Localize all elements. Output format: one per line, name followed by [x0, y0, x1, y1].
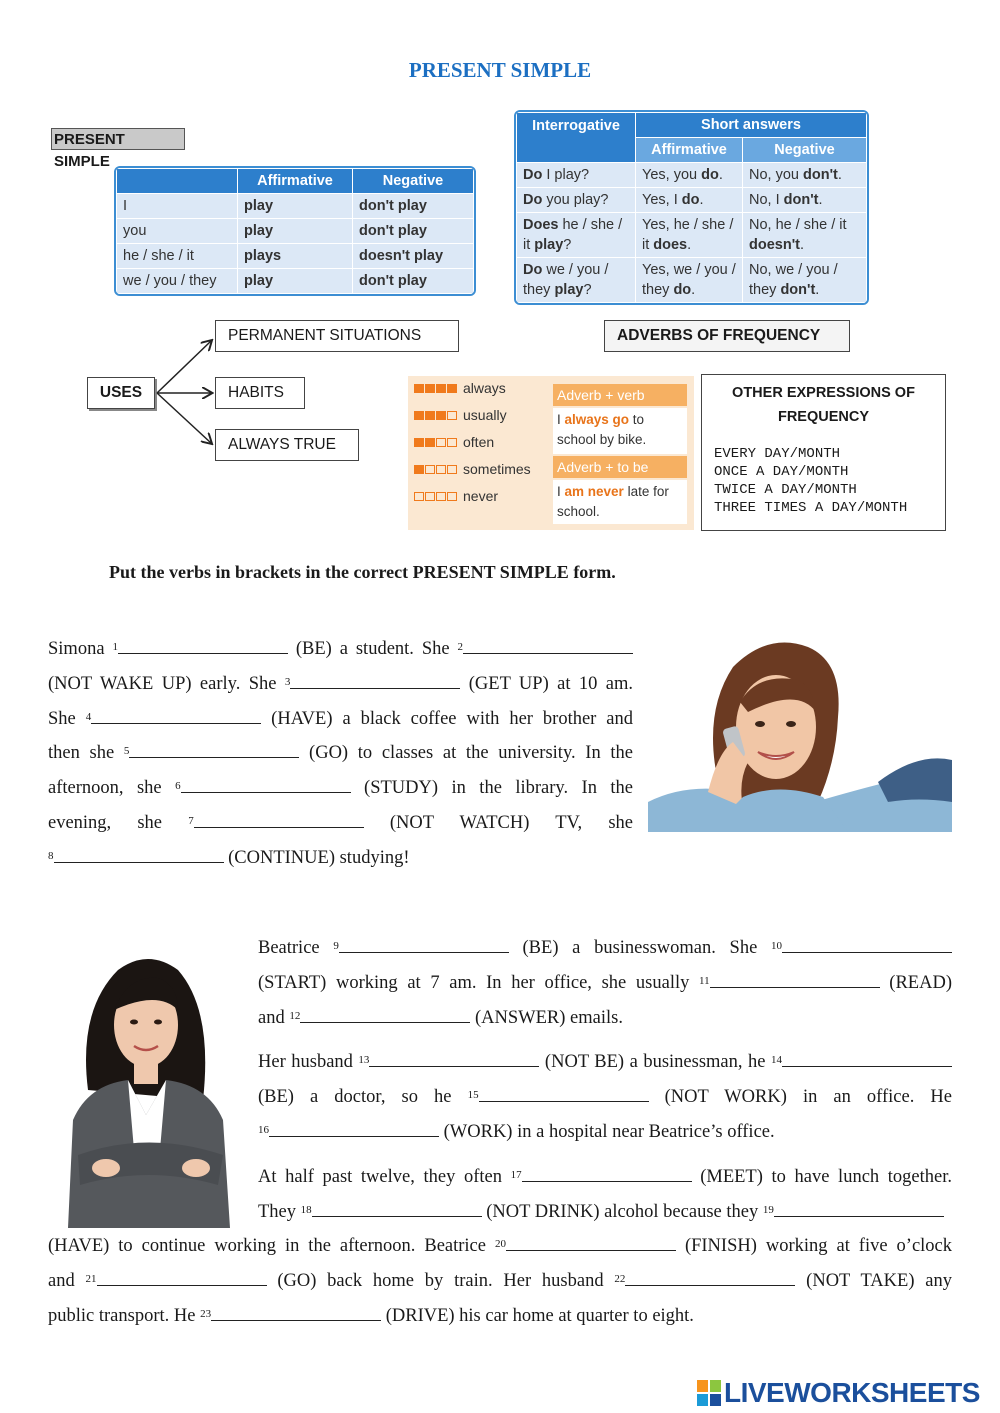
- frequency-square-icon: [414, 438, 424, 447]
- exercise-line: $^{16}$ (WORK) in a hospital near Beatrice’s office.: [258, 1115, 952, 1150]
- blank-number: 11: [699, 974, 710, 987]
- table-cell: Do you play?: [517, 188, 636, 213]
- answer-blank-9[interactable]: [339, 934, 509, 953]
- exercise-line: $^8$ (CONTINUE) studying!: [48, 841, 633, 876]
- frequency-square-icon: [436, 438, 446, 447]
- uses-box: USES: [87, 377, 155, 409]
- table-header: Negative: [353, 169, 474, 194]
- frequency-label: often: [463, 434, 495, 450]
- answer-blank-15[interactable]: [479, 1083, 649, 1102]
- table-cell: don't play: [353, 194, 474, 219]
- table-cell: Do I play?: [517, 163, 636, 188]
- exercise-line: (HAVE) to continue working in the afternoon. Beatrice $^{20}$ (FINISH) working at five o’clock: [48, 1229, 952, 1264]
- answer-blank-17[interactable]: [522, 1163, 692, 1182]
- blank-number: 16: [258, 1123, 269, 1136]
- answer-blank-8[interactable]: [54, 844, 224, 863]
- frequency-row: [414, 380, 506, 396]
- frequency-label: sometimes: [463, 461, 531, 477]
- frequency-square-icon: [447, 411, 457, 420]
- table-cell: play: [238, 219, 353, 244]
- answer-blank-22[interactable]: [625, 1267, 795, 1286]
- frequency-square-icon: [436, 384, 446, 393]
- frequency-label: always: [463, 380, 506, 396]
- answer-blank-5[interactable]: [129, 739, 299, 758]
- frequency-square-icon: [447, 465, 457, 474]
- table-cell: Yes, you do.: [636, 163, 743, 188]
- exercise-line: (BE) a doctor, so he $^{15}$ (NOT WORK) in an office. He: [258, 1080, 952, 1115]
- answer-blank-10[interactable]: [782, 934, 952, 953]
- blank-number: 15: [467, 1088, 479, 1101]
- frequency-square-icon: [447, 384, 457, 393]
- table-cell: don't play: [353, 269, 474, 294]
- exercise-paragraph-husband: [258, 1045, 952, 1149]
- uses-arrows: [155, 335, 217, 455]
- answer-blank-23[interactable]: [211, 1302, 381, 1321]
- adverbs-of-frequency-label: ADVERBS OF FREQUENCY: [604, 320, 850, 352]
- expression-item: ONCE A DAY/MONTH: [714, 464, 849, 480]
- table-cell: I: [117, 194, 238, 219]
- frequency-panel: [408, 376, 694, 530]
- blank-number: 5: [123, 745, 130, 758]
- brand-logo: LIVEWORKSHEETS: [697, 1377, 980, 1409]
- adverb-tobe-header: Adverb + to be: [553, 456, 687, 478]
- expression-item: EVERY DAY/MONTH: [714, 446, 841, 462]
- adverb-verb-header: Adverb + verb: [553, 384, 687, 406]
- blank-number: 10: [771, 940, 782, 952]
- blank-number: 18: [300, 1203, 312, 1216]
- exercise-line: Her husband $^{13}$ (NOT BE) a businessman, he $^{14}$: [258, 1045, 952, 1080]
- exercise-paragraph-lunch: [258, 1160, 952, 1230]
- table-cell: plays: [238, 244, 353, 269]
- answer-blank-6[interactable]: [181, 774, 351, 793]
- exercise-paragraph-simona: [48, 632, 633, 876]
- brand-icon: [697, 1380, 721, 1406]
- answer-blank-1[interactable]: [118, 635, 288, 654]
- expression-item: THREE TIMES A DAY/MONTH: [714, 500, 908, 516]
- frequency-square-icon: [436, 411, 446, 420]
- table-cell: Yes, we / you / they do.: [636, 258, 743, 303]
- table-cell: No, I don't.: [743, 188, 867, 213]
- frequency-row: [414, 488, 498, 504]
- table-cell: you: [117, 219, 238, 244]
- answer-blank-7[interactable]: [194, 809, 364, 828]
- table-cell: we / you / they: [117, 269, 238, 294]
- blank-number: 8: [48, 849, 54, 862]
- exercise-line: and $^{12}$ (ANSWER) emails.: [258, 1001, 952, 1036]
- exercise-line: Beatrice $^9$ (BE) a businesswoman. She $^{10}$: [258, 931, 952, 966]
- blank-number: 19: [762, 1203, 774, 1216]
- blank-number: 6: [175, 780, 181, 793]
- blank-number: 23: [200, 1307, 212, 1320]
- exercise-line: afternoon, she $^6$ (STUDY) in the library. In the: [48, 771, 633, 806]
- blank-number: 12: [289, 1009, 301, 1022]
- answer-blank-12[interactable]: [300, 1004, 470, 1023]
- use-habits: HABITS: [215, 377, 305, 409]
- frequency-square-icon: [436, 465, 446, 474]
- page-title: PRESENT SIMPLE: [408, 58, 592, 82]
- frequency-row: [414, 434, 494, 450]
- table-header: Short answers: [636, 113, 867, 138]
- use-always-true: ALWAYS TRUE: [215, 429, 359, 461]
- answer-blank-3[interactable]: [290, 670, 460, 689]
- exercise-line: (START) working at 7 am. In her office, she usually $^{11}$ (READ): [258, 966, 952, 1001]
- answer-blank-2[interactable]: [463, 635, 633, 654]
- frequency-square-icon: [414, 384, 424, 393]
- affirmative-negative-table: [114, 166, 476, 296]
- other-expressions-title: OTHER EXPRESSIONS OF FREQUENCY: [732, 385, 915, 425]
- table-header: Interrogative: [517, 113, 636, 163]
- table-header: [117, 169, 238, 194]
- instruction-text: Put the verbs in brackets in the correct PRESENT SIMPLE form.: [109, 562, 616, 582]
- table-cell: Does he / she / it play?: [517, 213, 636, 258]
- exercise-line: At half past twelve, they often $^{17}$ (MEET) to have lunch together.: [258, 1160, 952, 1195]
- other-expressions-box: [701, 374, 946, 531]
- frequency-label: usually: [463, 407, 507, 423]
- table-header: Negative: [743, 138, 867, 163]
- exercise-paragraph-beatrice: [258, 931, 952, 1035]
- answer-blank-19[interactable]: [774, 1198, 944, 1217]
- answer-blank-20[interactable]: [506, 1232, 676, 1251]
- exercise-line: evening, she $^7$ (NOT WATCH) TV, she: [48, 806, 633, 841]
- arrow-up: [157, 341, 211, 393]
- table-cell: Do we / you / they play?: [517, 258, 636, 303]
- exercise-line: She $^4$ (HAVE) a black coffee with her brother and: [48, 702, 633, 737]
- table-cell: No, you don't.: [743, 163, 867, 188]
- answer-blank-18[interactable]: [312, 1198, 482, 1217]
- answer-blank-11[interactable]: [710, 969, 880, 988]
- adverb-verb-example: I always go to school by bike.: [553, 408, 687, 454]
- frequency-row: [414, 407, 507, 423]
- exercise-line: They $^{18}$ (NOT DRINK) alcohol because they $^{19}$: [258, 1195, 952, 1230]
- frequency-square-icon: [425, 465, 435, 474]
- frequency-square-icon: [425, 411, 435, 420]
- frequency-square-icon: [447, 438, 457, 447]
- table-cell: No, we / you / they don't.: [743, 258, 867, 303]
- exercise-paragraph-evening: [48, 1229, 952, 1333]
- blank-number: 13: [358, 1054, 370, 1066]
- frequency-square-icon: [414, 465, 424, 474]
- frequency-square-icon: [414, 492, 424, 501]
- answer-blank-21[interactable]: [97, 1267, 267, 1286]
- exercise-line: public transport. He $^{23}$ (DRIVE) his car home at quarter to eight.: [48, 1299, 952, 1334]
- blank-number: 1: [112, 641, 118, 653]
- exercise-line: (NOT WAKE UP) early. She $^3$ (GET UP) at 10 am.: [48, 667, 633, 702]
- blank-number: 21: [85, 1272, 97, 1285]
- frequency-square-icon: [414, 411, 424, 420]
- answer-blank-13[interactable]: [369, 1048, 539, 1067]
- table-cell: play: [238, 194, 353, 219]
- frequency-square-icon: [447, 492, 457, 501]
- table-cell: doesn't play: [353, 244, 474, 269]
- exercise-line: then she $^5$ (GO) to classes at the university. In the: [48, 736, 633, 771]
- frequency-square-icon: [425, 438, 435, 447]
- blank-number: 3: [284, 675, 291, 688]
- answer-blank-14[interactable]: [782, 1048, 952, 1067]
- exercise-line: and $^{21}$ (GO) back home by train. Her husband $^{22}$ (NOT TAKE) any: [48, 1264, 952, 1299]
- table-header: Affirmative: [238, 169, 353, 194]
- adverb-tobe-example: I am never late for school.: [553, 480, 687, 524]
- other-expressions-list: [714, 445, 907, 517]
- answer-blank-4[interactable]: [91, 705, 261, 724]
- frequency-row: [414, 461, 531, 477]
- blank-number: 9: [333, 940, 339, 952]
- exercise-line: Simona $^1$ (BE) a student. She $^2$: [48, 632, 633, 667]
- blank-number: 22: [614, 1272, 626, 1285]
- blank-number: 7: [188, 814, 194, 827]
- blank-number: 20: [494, 1238, 506, 1250]
- table-cell: he / she / it: [117, 244, 238, 269]
- expression-item: TWICE A DAY/MONTH: [714, 482, 857, 498]
- section-label: PRESENT SIMPLE: [51, 128, 185, 150]
- table-cell: don't play: [353, 219, 474, 244]
- frequency-label: never: [463, 488, 499, 504]
- table-cell: Yes, he / she / it does.: [636, 213, 743, 258]
- blank-number: 2: [457, 641, 463, 653]
- table-cell: Yes, I do.: [636, 188, 743, 213]
- interrogative-table: [514, 110, 869, 305]
- table-header: Affirmative: [636, 138, 743, 163]
- frequency-square-icon: [425, 492, 435, 501]
- use-permanent-situations: PERMANENT SITUATIONS: [215, 320, 459, 352]
- answer-blank-16[interactable]: [269, 1118, 439, 1137]
- table-cell: No, he / she / it doesn't.: [743, 213, 867, 258]
- blank-number: 4: [85, 710, 92, 723]
- frequency-square-icon: [425, 384, 435, 393]
- frequency-square-icon: [436, 492, 446, 501]
- table-cell: play: [238, 269, 353, 294]
- photo-businesswoman: [48, 940, 248, 1228]
- blank-number: 17: [510, 1169, 522, 1181]
- photo-girl-on-phone: [648, 632, 952, 832]
- arrow-down: [157, 393, 211, 443]
- blank-number: 14: [771, 1054, 782, 1066]
